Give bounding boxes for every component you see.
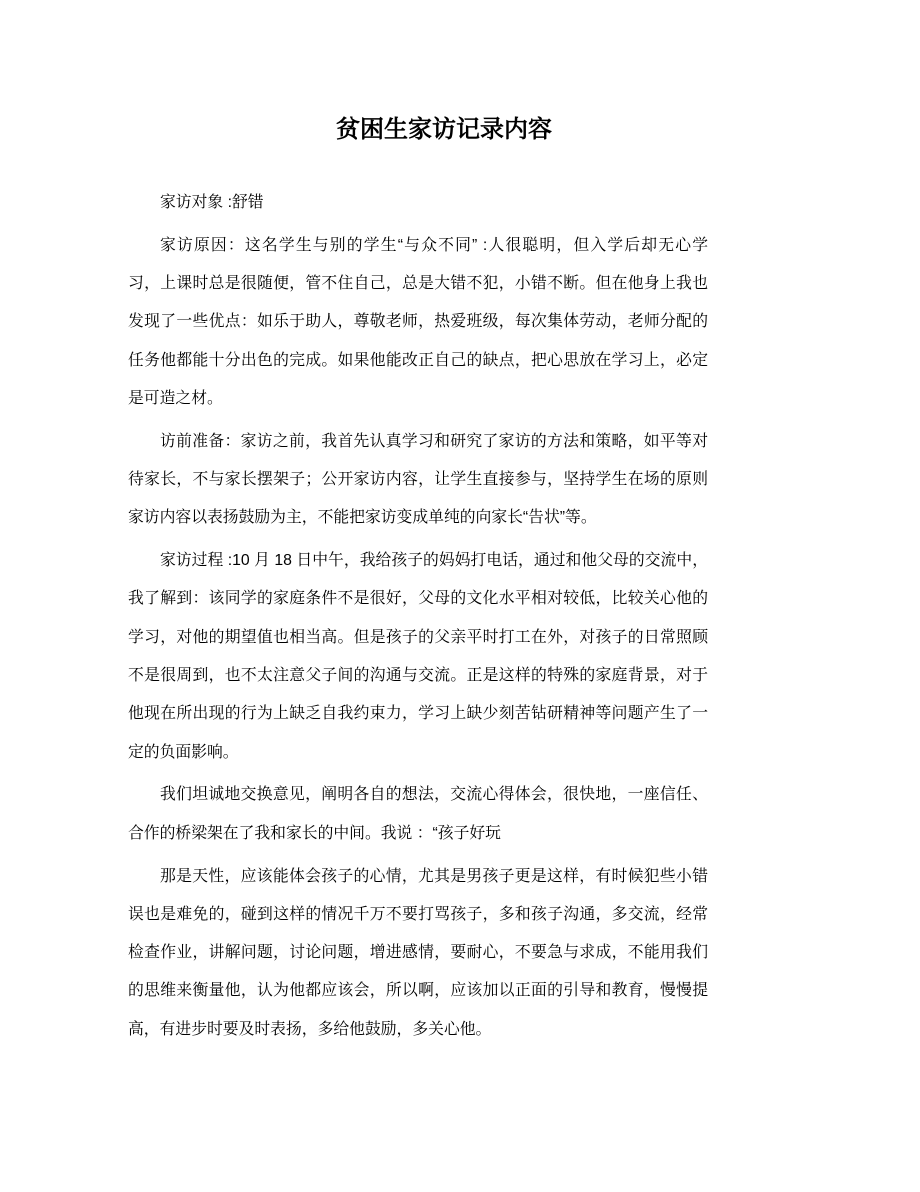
text-line: 习，上课时总是很随便，管不住自己，总是大错不犯，小错不断。但在他身上我也 bbox=[128, 275, 708, 293]
text-line: 我了解到：该同学的家庭条件不是很好，父母的文化水平相对较低，比较关心他的 bbox=[128, 590, 708, 608]
text-line: 家访原因：这名学生与别的学生“与众不同” :人很聪明，但入学后却无心学 bbox=[160, 236, 708, 254]
text-line: 高，有进步时要及时表扬，多给他鼓励，多关心他。 bbox=[128, 1020, 492, 1038]
text-line: 合作的桥梁架在了我和家长的中间。我说 ：“孩子好玩 bbox=[128, 824, 501, 842]
text-line: 发现了一些优点：如乐于助人，尊敬老师，热爱班级，每次集体劳动，老师分配的 bbox=[128, 313, 708, 331]
text-line: 任务他都能十分出色的完成。如果他能改正自己的缺点，把心思放在学习上，必定 bbox=[128, 351, 708, 369]
document-title: 贫困生家访记录内容 bbox=[336, 116, 552, 143]
text-line: 访前准备：家访之前，我首先认真学习和研究了家访的方法和策略，如平等对 bbox=[160, 432, 708, 450]
text-line: 误也是难免的，碰到这样的情况千万不要打骂孩子，多和孩子沟通，多交流，经常 bbox=[128, 905, 708, 923]
text-line: 是可造之材。 bbox=[128, 389, 223, 407]
text-line: 家访内容以表扬鼓励为主，不能把家访变成单纯的向家长“告状”等。 bbox=[128, 509, 597, 527]
text-line: 的思维来衡量他，认为他都应该会，所以啊，应该加以正面的引导和教育，慢慢提 bbox=[128, 982, 708, 1000]
text-line: 他现在所出现的行为上缺乏自我约束力，学习上缺少刻苦钻研精神等问题产生了一 bbox=[128, 705, 708, 723]
text-line: 家访过程 :10 月 18 日中午，我给孩子的妈妈打电话，通过和他父母的交流中， bbox=[160, 552, 708, 570]
text-line: 那是天性，应该能体会孩子的心情，尤其是男孩子更是这样，有时候犯些小错 bbox=[160, 867, 708, 885]
text-line: 家访对象 :舒错 bbox=[160, 194, 264, 211]
text-line: 不是很周到，也不太注意父子间的沟通与交流。正是这样的特殊的家庭背景，对于 bbox=[128, 667, 708, 685]
text-line: 待家长，不与家长摆架子；公开家访内容，让学生直接参与，坚持学生在场的原则 bbox=[128, 471, 708, 489]
document-body bbox=[128, 184, 708, 1049]
text-line: 定的负面影响。 bbox=[128, 743, 239, 761]
text-line: 学习，对他的期望值也相当高。但是孩子的父亲平时打工在外，对孩子的日常照顾 bbox=[128, 628, 708, 646]
text-line: 我们坦诚地交换意见，阐明各自的想法，交流心得体会，很快地，一座信任、 bbox=[160, 786, 708, 804]
text-line: 检查作业，讲解问题，讨论问题，增进感情，要耐心，不要急与求成，不能用我们 bbox=[128, 944, 708, 962]
